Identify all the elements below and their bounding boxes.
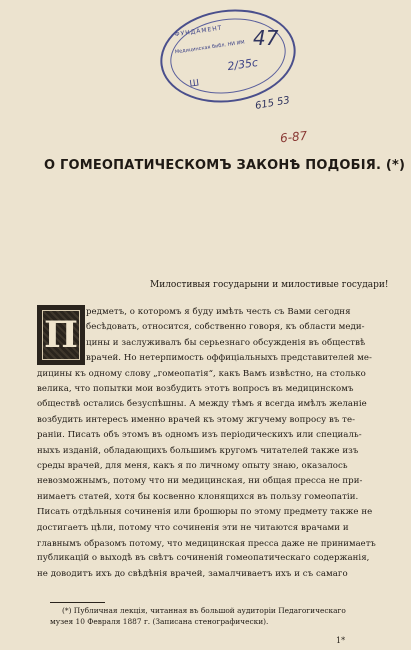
handwritten-mark-middle: 615 53 [254,95,291,112]
stamp-inner-ring [165,11,290,100]
body-line: не доводитъ ихъ до свѣдѣнія врачей, замалчиваетъ ихъ и съ самаго [37,568,348,579]
signature-mark: 1* [336,636,346,645]
body-line: обществѣ остались безуспѣшны. А между тѣмъ я всегда имѣлъ желаніе [37,399,367,410]
drop-cap [37,305,85,365]
stamp-letter: Ш [188,78,200,90]
drop-cap-letter: П [44,314,78,356]
body-line: возбудить интересъ именно врачей къ этому жгучему вопросу въ те- [37,414,356,425]
drop-cap-frame [42,310,80,360]
body-line: главнымъ образомъ потому, что медицинская пресса даже не принимаетъ [37,538,376,548]
stamp-top-text: ФУНДАМЕНТ [174,24,223,39]
page-title: О ГОМЕОПАТИЧЕСКОМЪ ЗАКОНѢ ПОДОБІЯ. (*) [44,158,406,173]
footnote-rule [50,602,105,603]
body-line: врачей. Но нетерпимость оффиціальныхъ представителей ме- [86,353,372,364]
handwritten-mark-top: 47 [253,26,279,50]
body-line: публикацій о выходѣ въ свѣтъ сочиненій гомеопатическаго содержанія, [37,553,370,564]
body-line: невозможнымъ, потому что ни медицинская, ни общая пресса не при- [37,476,363,487]
body-line: велика, что попытки мои возбудить этотъ вопросъ въ медицинскомъ [37,384,354,394]
handwritten-mark-bottom: 6-87 [279,128,308,146]
footnote-line: музея 10 Февраля 1887 г. (Записана стенографически). [50,617,269,626]
footnote-line: (*) Публичная лекція, читанная въ большой аудиторіи Педагогическаго [62,606,346,615]
body-line: Писать отдѣльныя сочиненія или брошюры по этому предмету также не [37,507,373,518]
body-line: ныхъ изданій, обладающихъ большимъ кругомъ читателей также изъ [37,445,359,456]
stamp-middle-text: Медицинская библ. НИ ИМ [174,39,246,56]
stamp-number: 2/35с [226,55,259,74]
body-line: дицины къ одному слову „гомеопатія“, какъ Вамъ извѣстно, на столько [37,368,366,379]
body-line: достигаетъ цѣли, потому что сочиненія эти не читаются врачами и [37,522,349,533]
body-line: редметъ, о которомъ я буду имѣть честь съ Вами сегодня [86,307,351,317]
library-stamp [154,1,301,111]
body-line: нимаетъ статей, хотя бы косвенно клонящихся въ пользу гомеопатіи. [37,491,359,502]
body-line: цины и заслуживалъ бы серьезнаго обсужденія въ обществѣ [86,337,366,348]
body-line: среды врачей, для меня, какъ я по личному опыту знаю, оказалось [37,461,348,471]
body-line: бесѣдовать, относится, собственно говоря, къ области меди- [86,322,365,333]
salutation: Милостивыя государыни и милостивые государи! [150,280,389,290]
body-line: раніи. Писать объ этомъ въ одномъ изъ періодическихъ или специаль- [37,430,362,441]
